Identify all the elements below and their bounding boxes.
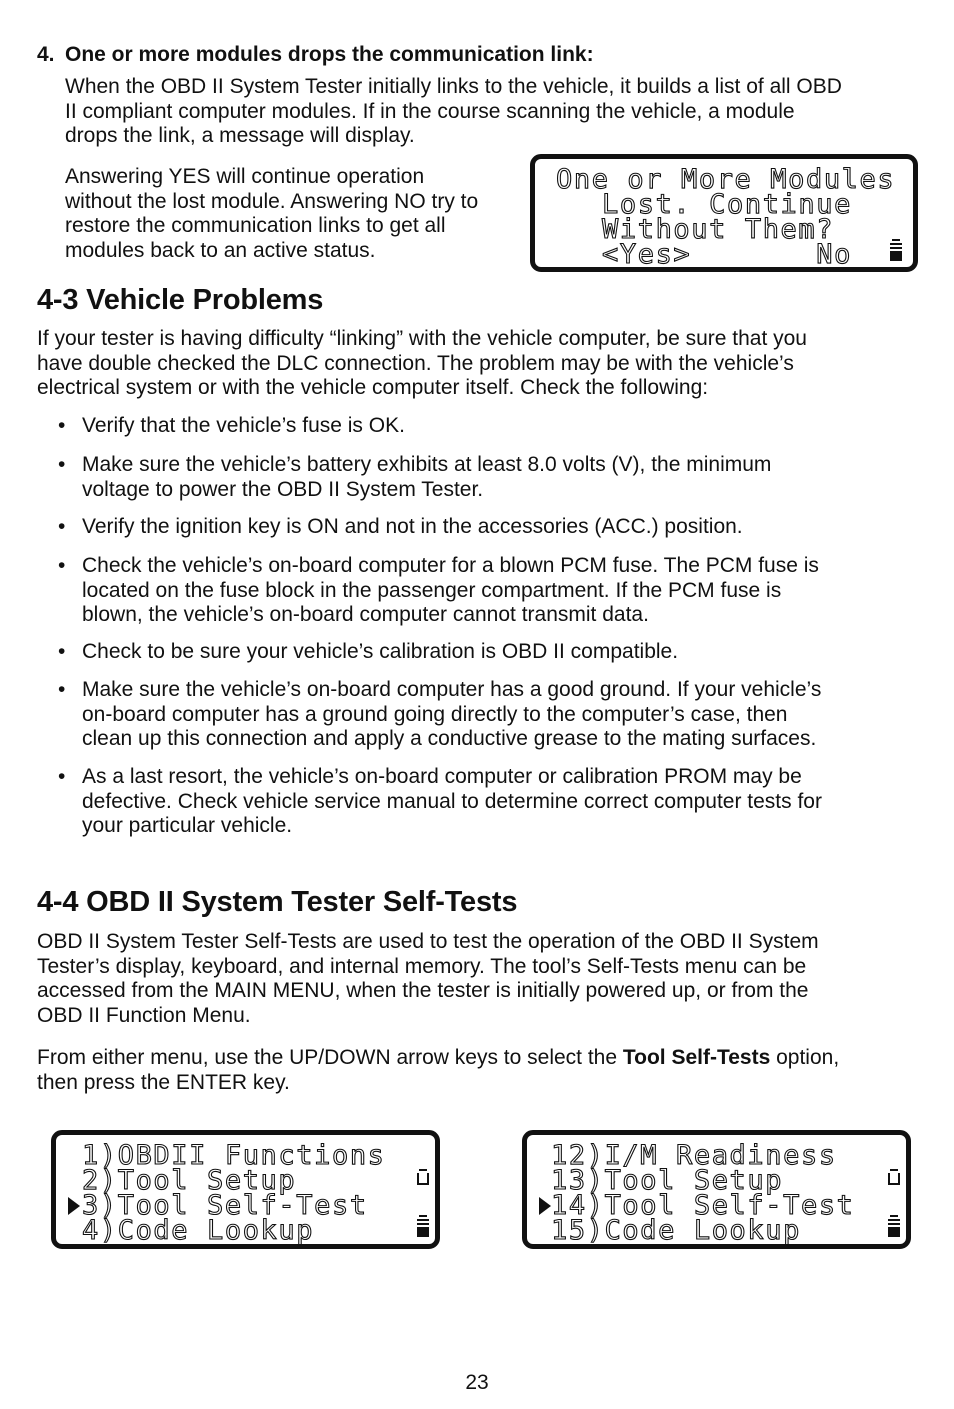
bullet-marker: • <box>58 453 66 476</box>
text-line: Check to be sure your vehicle’s calibration is OBD II compatible. <box>82 640 679 663</box>
lcd-line: One or More Modules <box>556 164 896 195</box>
text-line <box>37 1046 937 1071</box>
lcd-line: Lost. Continue <box>602 189 852 220</box>
bold-term: Tool Self-Tests <box>622 1046 771 1069</box>
text-line: Answering YES will continue operation <box>65 165 425 188</box>
scroll-down-icon <box>890 239 902 261</box>
text-line: Verify that the vehicle’s fuse is OK. <box>82 414 405 437</box>
text-line: modules back to an active status. <box>65 238 376 262</box>
selection-arrow-icon <box>68 1197 80 1215</box>
text-line: As a last resort, the vehicle’s on-board computer or calibration PROM may be <box>82 765 802 788</box>
section-paragraph <box>37 930 927 1028</box>
lcd-menu-item: 2)Tool Setup <box>82 1165 297 1196</box>
text-line: located on the fuse block in the passenger compartment. If the PCM fuse is <box>82 578 782 602</box>
lcd-menu-item: 12)I/M Readiness <box>551 1140 837 1171</box>
text-line: defective. Check vehicle service manual to determine correct computer tests for <box>82 789 822 813</box>
section-title: 4-3 Vehicle Problems <box>37 284 324 316</box>
page-number: 23 <box>465 1371 489 1394</box>
text-line: voltage to power the OBD II System Tester. <box>82 477 484 501</box>
item-paragraph <box>65 75 935 149</box>
bullet-marker: • <box>58 765 66 788</box>
lcd-menu-item: 4)Code Lookup <box>82 1215 315 1246</box>
text-line: OBD II Function Menu. <box>37 1003 251 1027</box>
bullet-marker: • <box>58 678 66 701</box>
selection-arrow-icon <box>539 1197 551 1215</box>
lcd-screen-obd-menu <box>522 1130 911 1249</box>
text-line: OBD II System Tester Self-Tests are used to test the operation of the OBD II System <box>37 930 819 953</box>
lcd-screen-lost-modules <box>530 154 918 272</box>
item-number: 4. <box>37 43 55 66</box>
text-line: on-board computer has a ground going directly to the computer’s case, then <box>82 702 788 726</box>
scroll-down-icon <box>417 1215 429 1237</box>
text-line: your particular vehicle. <box>82 814 293 838</box>
bullet-marker: • <box>58 515 66 538</box>
text-line: Make sure the vehicle’s on-board computer has a good ground. If your vehicle’s <box>82 678 822 701</box>
text-line: electrical system or with the vehicle computer itself. Check the following: <box>37 376 709 400</box>
text-line: without the lost module. Answering NO try to <box>65 189 479 213</box>
bullet-marker: • <box>58 640 66 663</box>
scroll-up-icon <box>888 1169 900 1185</box>
text-line: If your tester is having difficulty “linking” with the vehicle computer, be sure that you <box>37 327 807 350</box>
text-run: From either menu, use the UP/DOWN arrow keys to select the <box>37 1046 623 1069</box>
scroll-down-icon <box>888 1215 900 1237</box>
bullet-marker: • <box>58 414 66 437</box>
text-line: Tester’s display, keyboard, and internal memory. The tool’s Self-Tests menu can be <box>37 954 807 978</box>
text-line: clean up this connection and apply a conductive grease to the mating surfaces. <box>82 727 817 751</box>
section-paragraph <box>37 1046 937 1095</box>
answer-paragraph <box>65 165 535 263</box>
lcd-screen-main-menu <box>51 1130 440 1249</box>
scroll-up-icon <box>417 1169 429 1185</box>
text-line: blown, the vehicle’s on-board computer cannot transmit data. <box>82 603 649 627</box>
lcd-menu-item-selected: 3)Tool Self-Test <box>82 1190 368 1221</box>
lcd-menu-item: 15)Code Lookup <box>551 1215 801 1246</box>
text-line: Make sure the vehicle’s battery exhibits at least 8.0 volts (V), the minimum <box>82 453 772 476</box>
text-line: When the OBD II System Tester initially links to the vehicle, it builds a list of all OBD <box>65 75 842 98</box>
item-heading: One or more modules drops the communication link: <box>65 43 594 66</box>
text-line: restore the communication links to get all <box>65 214 446 238</box>
text-line: II compliant computer modules. If in the course scanning the vehicle, a module <box>65 99 795 123</box>
lcd-menu-item: 1)OBDII Functions <box>82 1140 386 1171</box>
section-intro <box>37 327 927 401</box>
lcd-line: Without Them? <box>602 214 835 245</box>
text-line: Verify the ignition key is ON and not in the accessories (ACC.) position. <box>82 515 743 538</box>
lcd-line: <Yes> No <box>602 239 852 270</box>
text-run: option, <box>770 1046 840 1069</box>
text-line: Check the vehicle’s on-board computer for a blown PCM fuse. The PCM fuse is <box>82 554 819 577</box>
text-line: then press the ENTER key. <box>37 1070 290 1094</box>
lcd-menu-item-selected: 14)Tool Self-Test <box>551 1190 855 1221</box>
text-line: drops the link, a message will display. <box>65 124 415 148</box>
lcd-menu-item: 13)Tool Setup <box>551 1165 784 1196</box>
section-title: 4-4 OBD II System Tester Self-Tests <box>37 886 518 918</box>
bullet-marker: • <box>58 554 66 577</box>
text-line: have double checked the DLC connection. The problem may be with the vehicle’s <box>37 351 794 375</box>
text-line: accessed from the MAIN MENU, when the tester is initially powered up, or from the <box>37 979 809 1003</box>
